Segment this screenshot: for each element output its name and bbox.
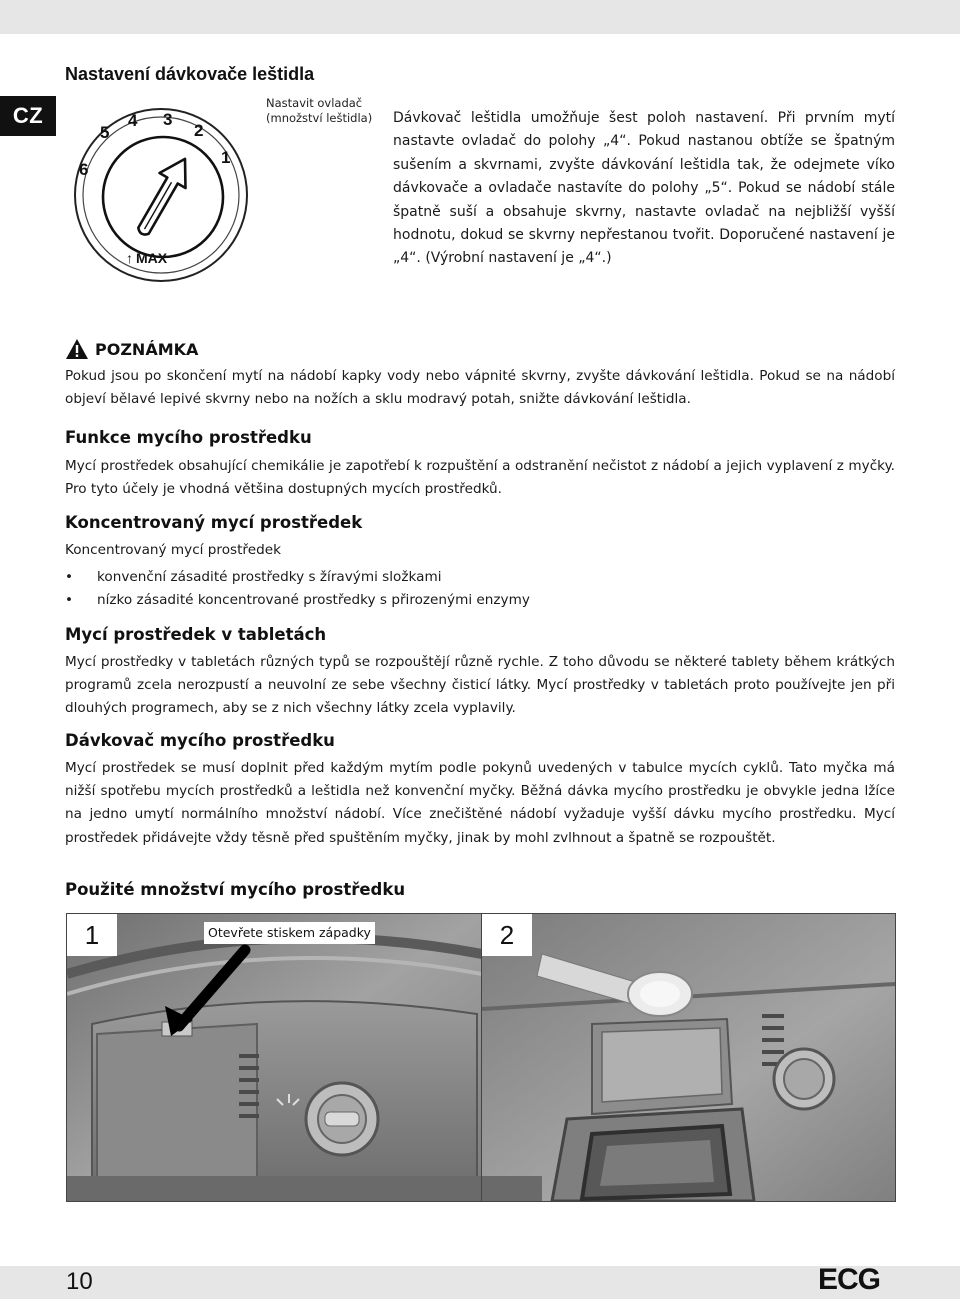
svg-text:↑: ↑ <box>126 250 133 266</box>
bottom-bar <box>0 1266 960 1299</box>
dial-label-6: 6 <box>79 160 89 179</box>
photo-2-number: 2 <box>482 914 532 956</box>
dial-caption: Nastavit ovladač (množství leštidla) <box>266 96 373 125</box>
top-bar <box>0 0 960 34</box>
photo-1-drawing <box>67 914 482 1201</box>
concentrated-intro: Koncentrovaný mycí prostředek <box>65 542 281 558</box>
photo-1-open-dispenser <box>66 913 483 1202</box>
section-title-usage: Použité množství mycího prostředku <box>65 880 406 899</box>
rinse-aid-text: Dávkovač leštidla umožňuje šest poloh nastavení. Při prvním mytí nastavte ovladač do polohy „4“. Pokud nastanou obtíže se špatným sušením a skvrnami, zvyšte dávkování leštidla tak, že odejmete víko dávkovače a ovladače nastavíte do polohy „5“. Pokud se nádobí stále špatně suší a obsahuje skvrny, nastavte ovladač na nejbližší vyšší hodnotu, dokud se skvrny nepřestanou tvořit. Doporučené nastavení je „4“. (Výrobní nastavení je „4“.) <box>393 110 895 267</box>
photo-2-drawing <box>482 914 895 1201</box>
photo-1-caption: Otevřete stiskem západky <box>204 922 375 944</box>
rinse-aid-dial-drawing <box>66 98 256 288</box>
dispenser-text: Mycí prostředek se musí doplnit před každým mytím podle pokynů uvedených v tabulce mycích cyklů. Tato myčka má nižší spotřebu mycích prostředků a leštidla než konvenční myčky. Běžná dávka mycího prostředku je obvykle jedna lžíce na jedno umytí normálního množství nádobí. Více znečištěné nádobí vyžaduje vyšší dávku mycího prostředku. Mycí prostředek přidávejte vždy těsně před spuštěním myčky, jinak by mohl zvlhnout a špatně se rozpouštět. <box>65 760 895 846</box>
dial-max-label: MAX <box>136 250 168 266</box>
detergent-function-text: Mycí prostředek obsahující chemikálie je zapotřebí k rozpuštění a odstranění nečistot z nádobí a jejich vyplavení z myčky. Pro tyto účely je vhodná většina dostupných mycích prostředků. <box>65 458 895 498</box>
section-title-concentrated: Koncentrovaný mycí prostředek <box>65 513 363 532</box>
section-title-tablets: Mycí prostředek v tabletách <box>65 625 327 644</box>
tablets-text: Mycí prostředky v tabletách různých typů se rozpouštějí různě rychle. Z toho důvodu se některé tablety během krátkých programů zcela nerozpustí a neuvolní ze sebe všechny čisticí látky. Mycí prostředky v tabletách proto používejte jen při dlouhých programech, aby se z nich všechny látky zcela vyplavily. <box>65 654 895 717</box>
page-number: 10 <box>66 1268 93 1295</box>
rinse-aid-dial-illustration <box>66 98 256 288</box>
section-title-detergent-function: Funkce mycího prostředku <box>65 428 312 447</box>
dial-label-3: 3 <box>163 110 173 129</box>
warning-icon <box>65 338 89 360</box>
photo-2-fill-detergent <box>481 913 896 1202</box>
dial-label-4: 4 <box>128 111 138 130</box>
list-item: • konvenční zásadité prostředky s žíravými složkami <box>65 566 895 589</box>
section-title-rinse-aid: Nastavení dávkovače leštidla <box>65 64 315 84</box>
brand-logo: ECG <box>818 1263 881 1296</box>
concentrated-list <box>65 566 895 613</box>
photo-1-number: 1 <box>67 914 117 956</box>
note-title: POZNÁMKA <box>95 339 199 359</box>
dial-label-1: 1 <box>221 148 231 167</box>
dial-label-2: 2 <box>194 121 204 140</box>
note-text: Pokud jsou po skončení mytí na nádobí kapky vody nebo vápnité skvrny, zvyšte dávkování leštidla. Pokud se na nádobí objeví bělavé lepivé skvrny nebo na nožích a sklu modravý potah, snižte dávkování leštidla. <box>65 368 895 408</box>
dial-label-5: 5 <box>100 123 110 142</box>
list-item: • nízko zásadité koncentrované prostředky s přirozenými enzymy <box>65 589 895 612</box>
section-title-dispenser: Dávkovač mycího prostředku <box>65 731 335 750</box>
note-heading <box>65 338 198 360</box>
language-tab: CZ <box>0 96 56 136</box>
